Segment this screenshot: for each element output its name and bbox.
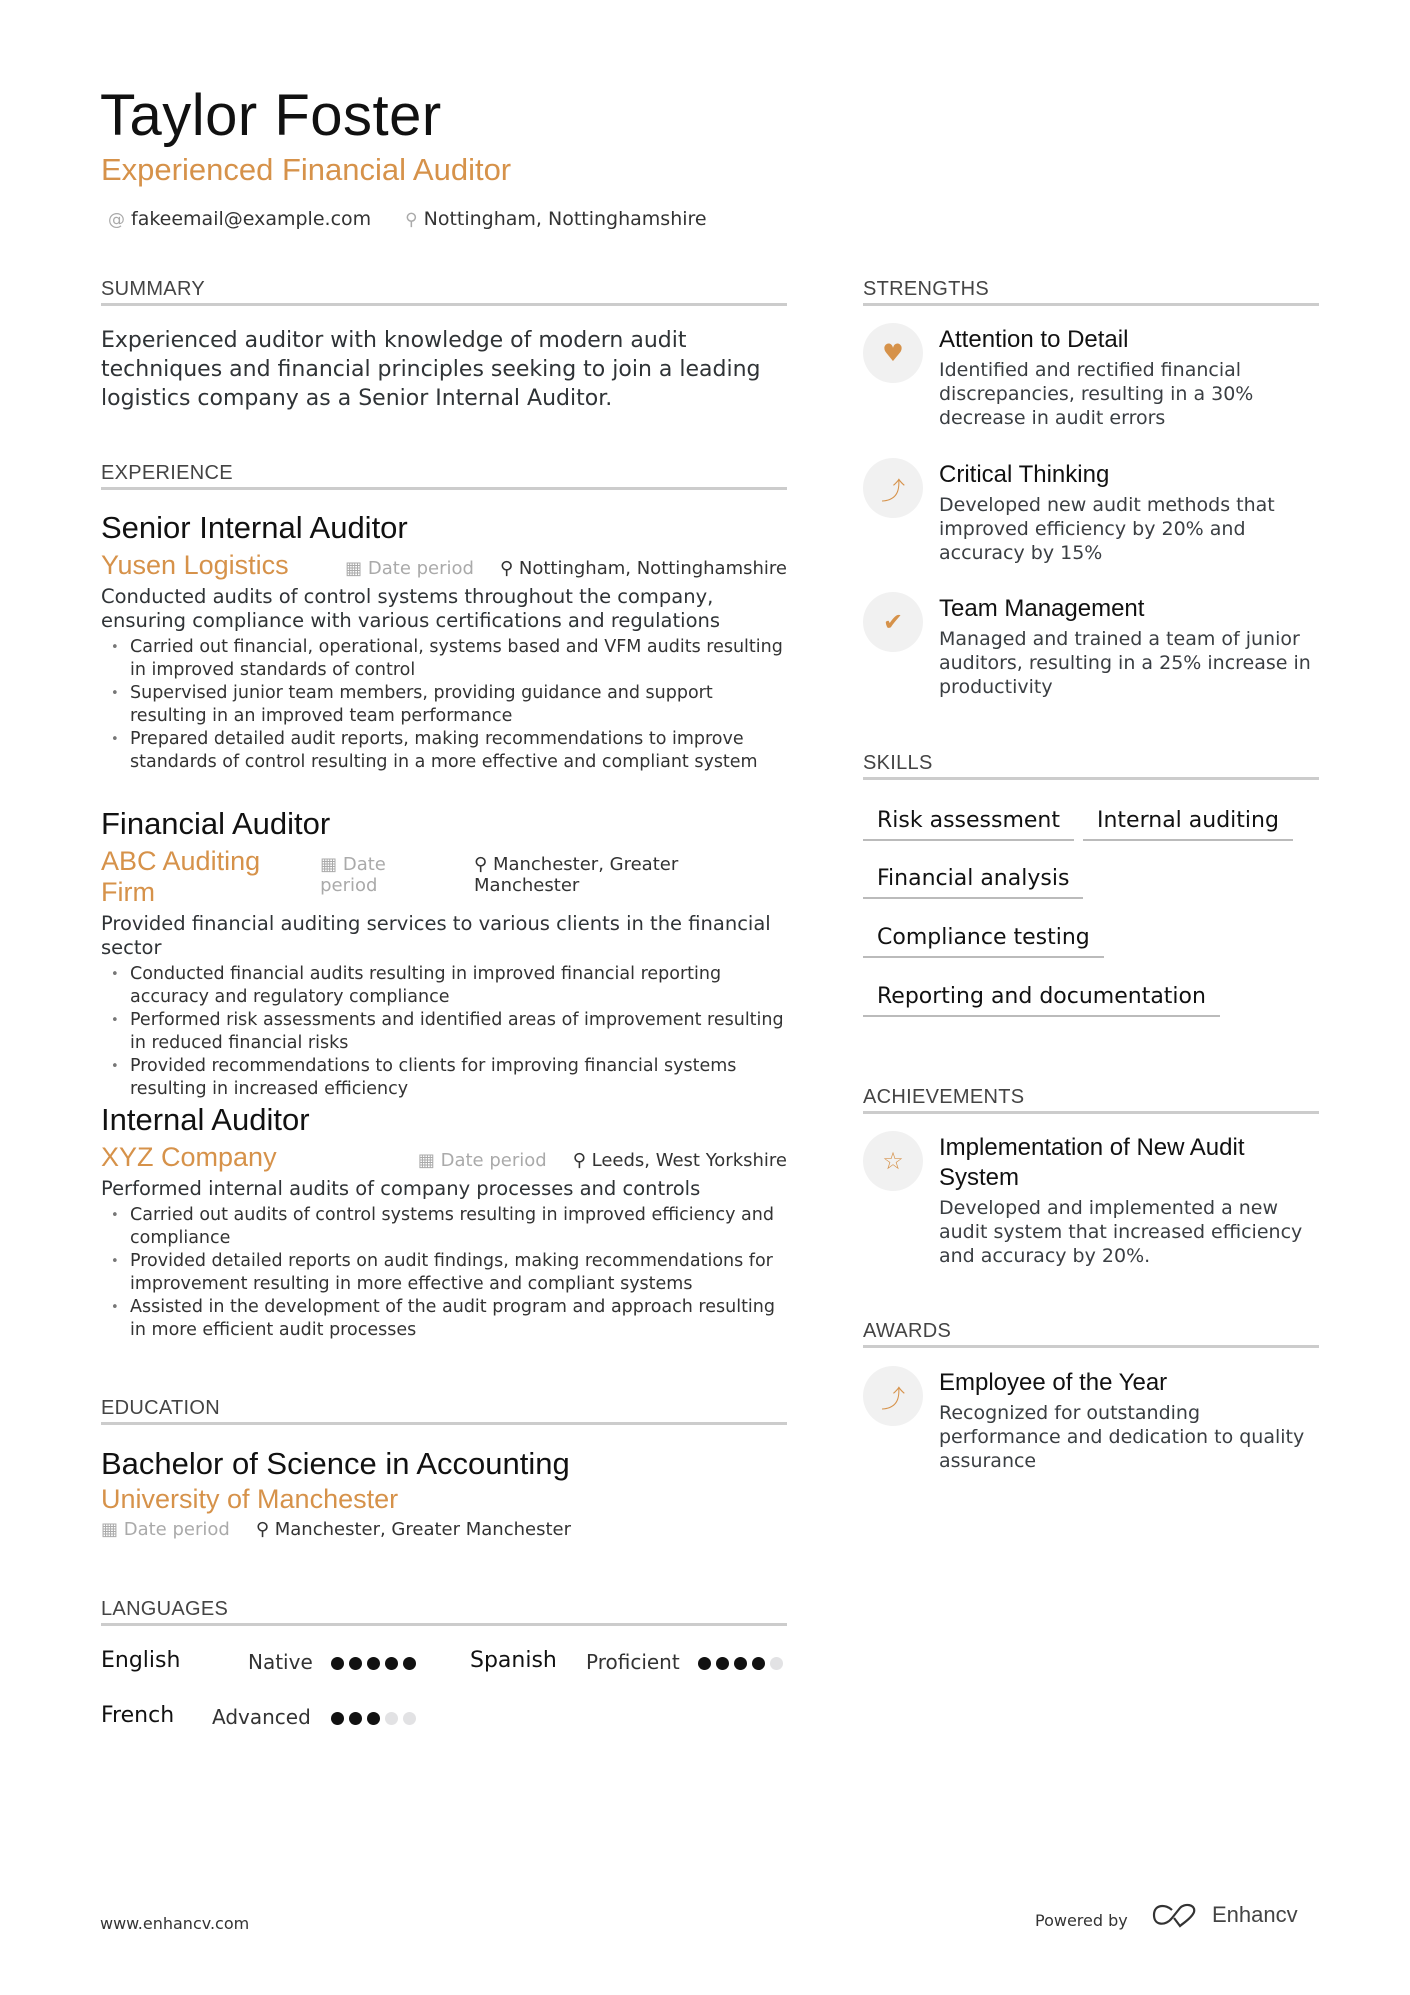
- strength-text: Developed new audit methods that improved efficiency by 20% and accuracy by 15%: [939, 494, 1275, 564]
- rating-dot: [403, 1657, 416, 1670]
- enhancv-logo-icon: [1150, 1902, 1200, 1928]
- job-bullet: • Conducted financial audits resulting in improved financial reporting accuracy and regulatory compliance: [101, 963, 787, 1009]
- achievement-title: Implementation of New Audit System: [939, 1134, 1245, 1191]
- section-heading-achievements: ACHIEVEMENTS: [863, 1086, 1319, 1114]
- strength-title: Team Management: [939, 595, 1145, 622]
- language-rating: [331, 1712, 416, 1725]
- location-pin-icon: ⚲: [572, 1150, 592, 1171]
- education-entry: [101, 1444, 787, 1540]
- powered-by: Powered by: [1035, 1911, 1128, 1930]
- job-location: Leeds, West Yorkshire: [591, 1150, 787, 1171]
- candidate-name: Taylor Foster: [100, 83, 442, 148]
- strategy-icon: ⤴: [863, 1366, 923, 1426]
- job-entry: [101, 508, 787, 774]
- summary-text: Experienced auditor with knowledge of modern audit techniques and financial principles seeking to join a leading logistics company as a Senior Internal Auditor.: [101, 328, 761, 411]
- education-location: Manchester, Greater Manchester: [274, 1519, 572, 1540]
- section-heading-strengths: STRENGTHS: [863, 278, 1319, 306]
- achievement-item: [863, 1133, 1323, 1268]
- job-location: Manchester, Greater Manchester: [474, 854, 679, 896]
- job-entry: [101, 804, 787, 1101]
- rating-dot: [770, 1657, 783, 1670]
- enhancv-brand: Enhancv: [1212, 1902, 1298, 1927]
- job-company: Yusen Logistics: [101, 550, 289, 580]
- job-company: ABC Auditing Firm: [101, 846, 261, 907]
- job-bullet: • Carried out financial, operational, systems based and VFM audits resulting in improved standards of control: [101, 636, 787, 682]
- job-bullet: • Supervised junior team members, providing guidance and support resulting in an improved team performance: [101, 682, 787, 728]
- language-name: English: [101, 1648, 181, 1673]
- rating-dot: [367, 1712, 380, 1725]
- rating-dot: [716, 1657, 729, 1670]
- rating-dot: [349, 1712, 362, 1725]
- skill-tag: Reporting and documentation: [863, 984, 1220, 1017]
- location-pin-icon: ⚲: [474, 854, 493, 875]
- job-bullet: • Assisted in the development of the audit program and approach resulting in more efficient audit processes: [101, 1296, 787, 1342]
- at-icon: @: [108, 210, 125, 230]
- section-heading-experience: EXPERIENCE: [101, 462, 787, 490]
- skill-tag: Internal auditing: [1083, 808, 1293, 841]
- rating-dot: [385, 1657, 398, 1670]
- language-rating: [331, 1657, 416, 1670]
- strength-item: [863, 460, 1323, 565]
- section-heading-summary: SUMMARY: [101, 278, 787, 306]
- education-date: Date period: [123, 1519, 230, 1540]
- job-description: Performed internal audits of company processes and controls: [101, 1177, 701, 1200]
- footer-url[interactable]: www.enhancv.com: [100, 1914, 250, 1933]
- enhancv-logo[interactable]: [1150, 1902, 1298, 1928]
- job-date: Date period: [320, 854, 386, 896]
- section-heading-education: EDUCATION: [101, 1397, 787, 1425]
- location-pin-icon: ⚲: [405, 210, 418, 230]
- language-level: Proficient: [586, 1650, 680, 1674]
- strength-item: [863, 594, 1323, 699]
- calendar-icon: ▦: [320, 854, 343, 875]
- job-description: Provided financial auditing services to various clients in the financial sector: [101, 912, 771, 959]
- skill-tag: Financial analysis: [863, 866, 1083, 899]
- contact-info: [108, 208, 707, 230]
- skill-tag: Compliance testing: [863, 925, 1104, 958]
- star-icon: ☆: [863, 1131, 923, 1191]
- candidate-title: Experienced Financial Auditor: [101, 152, 512, 187]
- skill-tag: Risk assessment: [863, 808, 1074, 841]
- section-heading-awards: AWARDS: [863, 1320, 1319, 1348]
- job-bullet: • Prepared detailed audit reports, making recommendations to improve standards of control resulting in a more effective and compliant system: [101, 728, 787, 774]
- language-name: Spanish: [470, 1648, 557, 1673]
- rating-dot: [367, 1657, 380, 1670]
- rating-dot: [734, 1657, 747, 1670]
- rating-dot: [698, 1657, 711, 1670]
- achievement-text: Developed and implemented a new audit system that increased efficiency and accuracy by 20%.: [939, 1197, 1303, 1267]
- strategy-icon: ⤴: [863, 458, 923, 518]
- strength-title: Attention to Detail: [939, 326, 1129, 353]
- calendar-icon: ▦: [101, 1519, 124, 1540]
- job-bullet: • Provided detailed reports on audit findings, making recommendations for improvement resulting in more effective and compliant systems: [101, 1250, 787, 1296]
- strength-text: Identified and rectified financial discrepancies, resulting in a 30% decrease in audit errors: [939, 359, 1254, 429]
- strength-item: [863, 325, 1323, 430]
- section-heading-languages: LANGUAGES: [101, 1598, 787, 1626]
- job-date: Date period: [367, 558, 474, 579]
- strength-title: Critical Thinking: [939, 461, 1110, 488]
- job-bullet: • Carried out audits of control systems resulting in improved efficiency and compliance: [101, 1204, 787, 1250]
- job-date: Date period: [440, 1150, 547, 1171]
- award-text: Recognized for outstanding performance and dedication to quality assurance: [939, 1402, 1305, 1472]
- calendar-icon: ▦: [345, 558, 368, 579]
- job-bullet: • Performed risk assessments and identified areas of improvement resulting in reduced financial risks: [101, 1009, 787, 1055]
- check-icon: ✔: [863, 592, 923, 652]
- job-company: XYZ Company: [101, 1142, 277, 1172]
- rating-dot: [349, 1657, 362, 1670]
- language-level: Advanced: [212, 1705, 311, 1729]
- job-location: Nottingham, Nottinghamshire: [518, 558, 787, 579]
- calendar-icon: ▦: [417, 1150, 441, 1171]
- job-bullet: • Provided recommendations to clients for improving financial systems resulting in increased efficiency: [101, 1055, 787, 1101]
- email[interactable]: @ fakeemail@example.com: [108, 208, 372, 230]
- location: ⚲ Nottingham, Nottinghamshire: [405, 208, 707, 230]
- award-title: Employee of the Year: [939, 1369, 1168, 1396]
- rating-dot: [403, 1712, 416, 1725]
- section-heading-skills: SKILLS: [863, 752, 1319, 780]
- rating-dot: [331, 1657, 344, 1670]
- job-entry: [101, 1100, 787, 1342]
- language-level: Native: [248, 1650, 313, 1674]
- location-pin-icon: ⚲: [255, 1519, 275, 1540]
- job-role: Internal Auditor: [101, 1102, 310, 1137]
- location-pin-icon: ⚲: [499, 558, 519, 579]
- job-role: Senior Internal Auditor: [101, 510, 408, 545]
- award-item: [863, 1368, 1323, 1473]
- language-name: French: [101, 1703, 175, 1728]
- job-description: Conducted audits of control systems throughout the company, ensuring compliance with various certifications and regulations: [101, 585, 721, 632]
- heart-icon: ♥: [863, 323, 923, 383]
- degree: Bachelor of Science in Accounting: [101, 1446, 570, 1481]
- rating-dot: [331, 1712, 344, 1725]
- job-role: Financial Auditor: [101, 806, 331, 841]
- language-rating: [698, 1657, 783, 1670]
- rating-dot: [385, 1712, 398, 1725]
- rating-dot: [752, 1657, 765, 1670]
- school: University of Manchester: [101, 1484, 399, 1514]
- strength-text: Managed and trained a team of junior auditors, resulting in a 25% increase in productivity: [939, 628, 1311, 698]
